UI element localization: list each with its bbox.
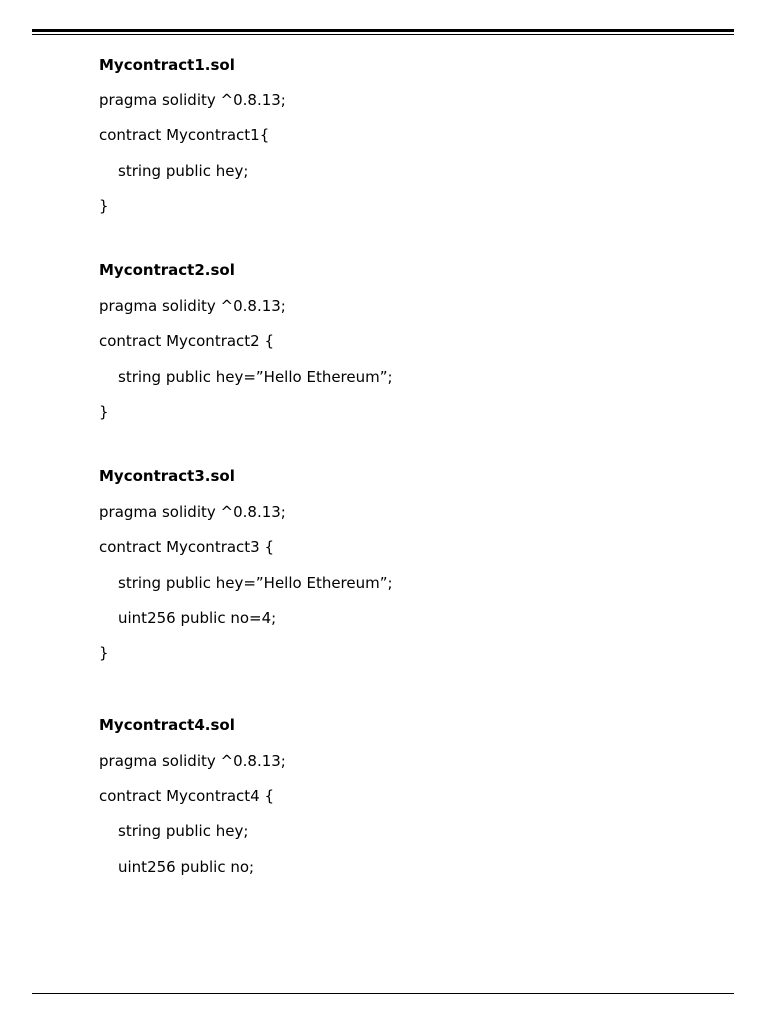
header-rule-thin	[32, 34, 734, 35]
header-rule-thick	[32, 29, 734, 32]
code-line: contract Mycontract2 {	[99, 332, 275, 350]
code-line: }	[99, 403, 109, 421]
code-line: contract Mycontract1{	[99, 126, 270, 144]
section-3-filename: Mycontract3.sol	[99, 467, 235, 485]
section-4-filename: Mycontract4.sol	[99, 716, 235, 734]
code-line: }	[99, 644, 109, 662]
code-line: uint256 public no=4;	[118, 609, 277, 627]
code-line: pragma solidity ^0.8.13;	[99, 91, 286, 109]
code-line: uint256 public no;	[118, 858, 255, 876]
code-line: pragma solidity ^0.8.13;	[99, 503, 286, 521]
code-line: }	[99, 197, 109, 215]
code-line: contract Mycontract3 {	[99, 538, 275, 556]
code-line: string public hey=”Hello Ethereum”;	[118, 574, 393, 592]
code-line: string public hey;	[118, 822, 249, 840]
code-line: pragma solidity ^0.8.13;	[99, 297, 286, 315]
code-line: contract Mycontract4 {	[99, 787, 275, 805]
code-line: string public hey=”Hello Ethereum”;	[118, 368, 393, 386]
code-line: string public hey;	[118, 162, 249, 180]
footer-rule	[32, 993, 734, 994]
section-2-filename: Mycontract2.sol	[99, 261, 235, 279]
code-line: pragma solidity ^0.8.13;	[99, 752, 286, 770]
section-1-filename: Mycontract1.sol	[99, 56, 235, 74]
